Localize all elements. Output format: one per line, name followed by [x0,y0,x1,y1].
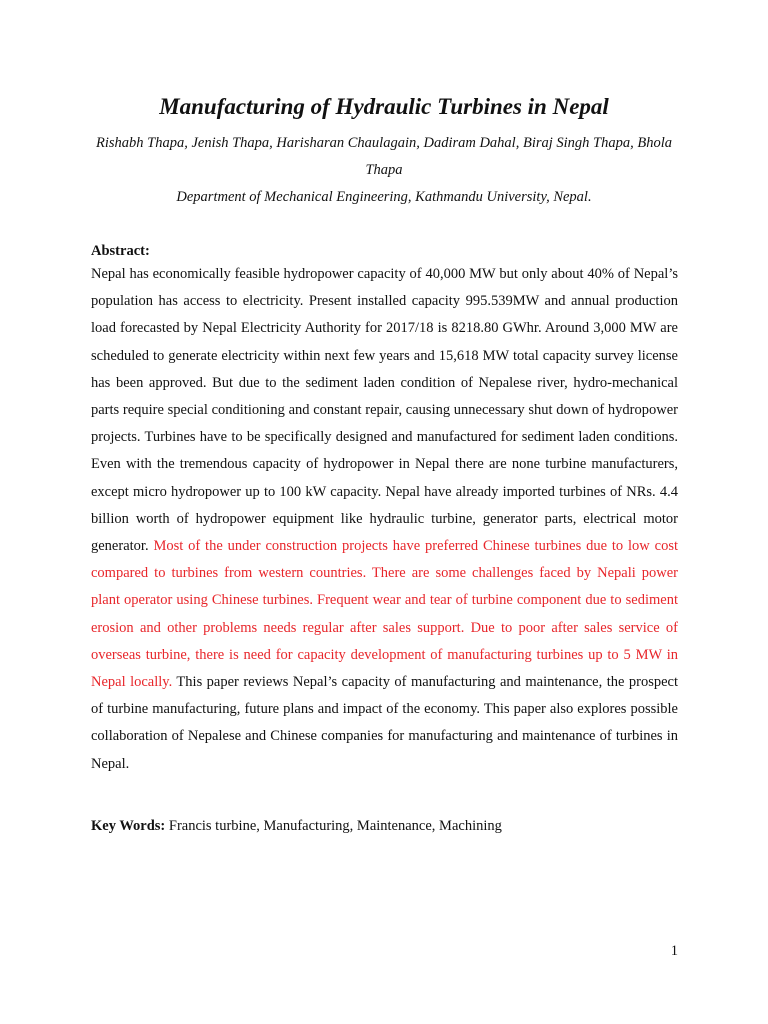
abstract-text-part2: This paper reviews Nepal’s capacity of manufacturing and maintenance, the prospect of turbine manufacturing, future plans and impact of the economy. This paper also explores possible collaboration of Nepalese and Chinese companies for manufacturing and maintenance of turbines in Nepal. [91,674,678,772]
page-number: 1 [670,943,678,959]
keywords-label: Key Words: [91,818,166,834]
affiliation: Department of Mechanical Engineering, Kathmandu University, Nepal. [176,189,592,205]
abstract-highlighted-text: Most of the under construction projects have preferred Chinese turbines due to low cost compared to turbines from western countries. There are some challenges faced by Nepali power plant operator using Chinese turbines. Frequent wear and tear of turbine component due to sediment erosion and other problems needs regular after sales support. Due to poor after sales service of overseas turbine, there is need for capacity development of manufacturing turbines up to 5 MW in Nepal locally. [91,538,678,691]
abstract-body [91,261,678,778]
paper-title: Manufacturing of Hydraulic Turbines in Nepal [159,94,609,119]
abstract-heading: Abstract: [91,243,150,259]
keywords-line [91,816,502,836]
keywords-list: Francis turbine, Manufacturing, Maintenance, Machining [165,818,502,834]
author-list: Rishabh Thapa, Jenish Thapa, Harisharan Chaulagain, Dadiram Dahal, Biraj Singh Thapa, Bhola Thapa [95,135,672,178]
abstract-text-part1: Nepal has economically feasible hydropower capacity of 40,000 MW but only about 40% of Nepal’s population has access to electricity. Present installed capacity 995.539MW and annual production load forecasted by Nepal Electricity Authority for 2017/18 is 8218.80 GWhr. Around 3,000 MW are scheduled to generate electricity within next few years and 15,618 MW total capacity survey license has been approved. But due to the sediment laden condition of Nepalese river, hydro-mechanical parts require special conditioning and constant repair, causing unnecessary shut down of hydropower projects. Turbines have to be specifically designed and manufactured for sediment laden conditions. Even with the tremendous capacity of hydropower in Nepal there are none turbine manufacturers, except micro hydropower up to 100 kW capacity. Nepal have already imported turbines of NRs. 4.4 billion worth of hydropower equipment like hydraulic turbine, generator parts, electrical motor generator. [91,266,678,555]
